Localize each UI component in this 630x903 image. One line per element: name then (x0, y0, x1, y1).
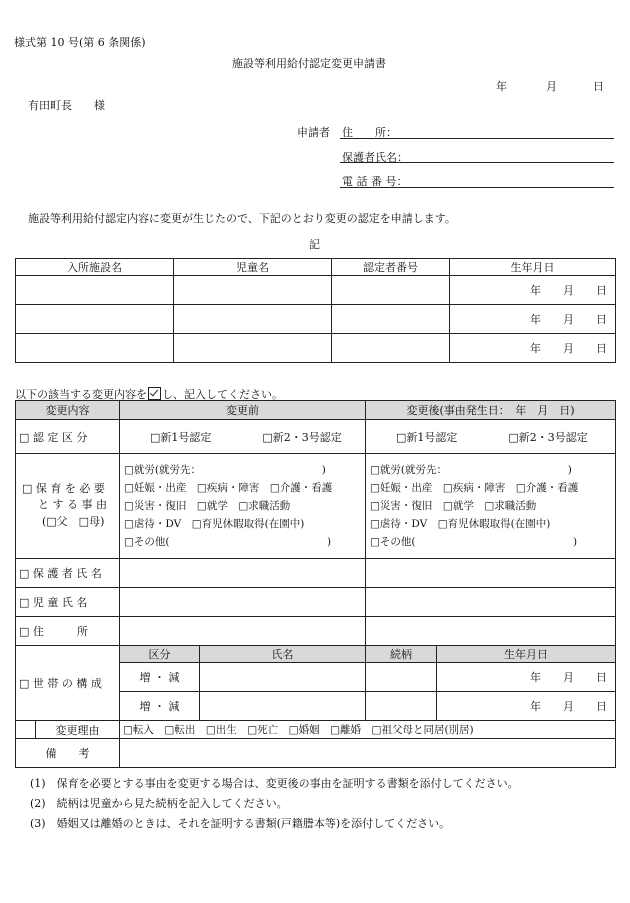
child-cell[interactable] (174, 276, 332, 305)
child-cell[interactable] (174, 334, 332, 363)
note-1: (1) 保育を必要とする事由を変更する場合は、変更後の事由を証明する書類を添付してください。 (30, 777, 519, 790)
address-label: 住 所： (342, 126, 397, 139)
instruction-pre: 以下の該当する変更内容を (15, 388, 147, 401)
address-line[interactable] (340, 138, 614, 139)
checkmark-icon (148, 387, 161, 400)
form-title: 施設等利用給付認定変更申請書 (232, 57, 386, 70)
guardian-after[interactable] (366, 559, 616, 588)
applicant-label: 申請者 (297, 126, 330, 139)
hoiku-label[interactable] (16, 454, 120, 559)
instruction-post: し、記入してください。 (162, 388, 283, 401)
hoiku-label-line1: □ 保 育 を 必 要 (22, 482, 105, 495)
number-cell[interactable] (332, 305, 450, 334)
guardian-name-line[interactable] (340, 162, 614, 163)
child-name-label[interactable]: □ 児 童 氏 名 (16, 588, 120, 617)
reason-after-2[interactable]: □妊娠・出産 □疾病・障害 □介護・看護 (370, 482, 579, 494)
hh-col-relation: 続柄 (366, 646, 437, 663)
reason-after-4[interactable]: □虐待・DV □育児休暇取得(在園中) (370, 518, 551, 530)
hh-name[interactable] (200, 663, 366, 692)
note-2: (2) 続柄は児童から見た続柄を記入してください。 (30, 797, 288, 810)
header-after: 変更後(事由発生日： 年 月 日) (366, 401, 616, 420)
form-number: 様式第 10 号(第 6 条関係) (14, 36, 146, 49)
nintei-label[interactable]: □ 認 定 区 分 (16, 420, 120, 454)
change-table (15, 400, 616, 768)
reason-after-3[interactable]: □災害・復旧 □就学 □求職活動 (370, 500, 537, 512)
date-year: 年 (496, 80, 507, 93)
remarks-field[interactable] (120, 739, 616, 768)
phone-line[interactable] (340, 187, 614, 188)
address-after[interactable] (366, 617, 616, 646)
table-row (16, 276, 616, 305)
ki-label: 記 (309, 238, 320, 251)
number-cell[interactable] (332, 276, 450, 305)
col-certificate-number: 認定者番号 (332, 259, 450, 276)
guardian-name-label[interactable]: □ 保 護 者 氏 名 (16, 559, 120, 588)
statement: 施設等利用給付認定内容に変更が生じたので、下記のとおり変更の認定を申請します。 (28, 212, 456, 225)
col-birthdate: 生年月日 (450, 259, 616, 276)
hh-kubun[interactable]: 増 ・ 減 (120, 663, 200, 692)
address-row-label[interactable]: □ 住 所 (16, 617, 120, 646)
header-before: 変更前 (120, 401, 366, 420)
date-day: 日 (593, 80, 604, 93)
child-cell[interactable] (174, 305, 332, 334)
reasons-after (366, 454, 616, 559)
hh-birthdate[interactable]: 年 月 日 (437, 663, 616, 692)
addressee: 有田町長 様 (28, 99, 105, 112)
date-month: 月 (546, 80, 557, 93)
nintei-after-opt2[interactable]: □新2・3号認定 (508, 430, 588, 444)
number-cell[interactable] (332, 334, 450, 363)
facility-cell[interactable] (16, 305, 174, 334)
reason-before-4[interactable]: □虐待・DV □育児休暇取得(在園中) (124, 518, 305, 530)
hh-birthdate[interactable]: 年 月 日 (437, 692, 616, 721)
table-row (16, 334, 616, 363)
reason-before-2[interactable]: □妊娠・出産 □疾病・障害 □介護・看護 (124, 482, 333, 494)
facility-cell[interactable] (16, 334, 174, 363)
reason-before-3[interactable]: □災害・復旧 □就学 □求職活動 (124, 500, 291, 512)
change-reasons[interactable]: □転入 □転出 □出生 □死亡 □婚姻 □離婚 □祖父母と同居(別居) (120, 721, 616, 739)
guardian-before[interactable] (120, 559, 366, 588)
col-facility-name: 入所施設名 (16, 259, 174, 276)
hh-col-name: 氏名 (200, 646, 366, 663)
child-before[interactable] (120, 588, 366, 617)
reasons-before (120, 454, 366, 559)
reason-after-5[interactable]: □その他( ) (370, 536, 578, 548)
birthdate-cell[interactable]: 年 月 日 (450, 276, 616, 305)
remarks-label: 備 考 (16, 739, 120, 768)
nintei-before-opt2[interactable]: □新2・3号認定 (262, 430, 342, 444)
facility-cell[interactable] (16, 276, 174, 305)
note-3: (3) 婚姻又は離婚のときは、それを証明する書類(戸籍謄本等)を添付してください。 (30, 817, 451, 830)
col-child-name: 児童名 (174, 259, 332, 276)
header-content: 変更内容 (16, 401, 120, 420)
change-reason-label: 変更理由 (36, 721, 120, 739)
household-label[interactable]: □ 世 帯 の 構 成 (16, 646, 120, 721)
reason-before-1[interactable]: □就労(就労先： ) (124, 464, 326, 476)
hh-kubun[interactable]: 増 ・ 減 (120, 692, 200, 721)
nintei-before-opt1[interactable]: □新1号認定 (150, 430, 212, 444)
guardian-name-label: 保護者氏名： (342, 151, 408, 164)
nintei-after-opt1[interactable]: □新1号認定 (396, 430, 458, 444)
reason-before-5[interactable]: □その他( ) (124, 536, 332, 548)
hh-name[interactable] (200, 692, 366, 721)
child-after[interactable] (366, 588, 616, 617)
nintei-after (366, 420, 616, 454)
phone-label: 電 話 番 号： (342, 175, 408, 188)
hh-col-birthdate: 生年月日 (437, 646, 616, 663)
hh-col-kubun: 区分 (120, 646, 200, 663)
hoiku-label-line2: と す る 事 由 (38, 498, 107, 511)
birthdate-cell[interactable]: 年 月 日 (450, 305, 616, 334)
facility-table (15, 258, 616, 363)
reason-after-1[interactable]: □就労(就労先： ) (370, 464, 572, 476)
blank-cell (16, 721, 36, 739)
hh-relation[interactable] (366, 692, 437, 721)
hh-relation[interactable] (366, 663, 437, 692)
table-row (16, 305, 616, 334)
address-before[interactable] (120, 617, 366, 646)
nintei-before (120, 420, 366, 454)
hoiku-label-line3: (□父 □母) (42, 515, 105, 528)
birthdate-cell[interactable]: 年 月 日 (450, 334, 616, 363)
